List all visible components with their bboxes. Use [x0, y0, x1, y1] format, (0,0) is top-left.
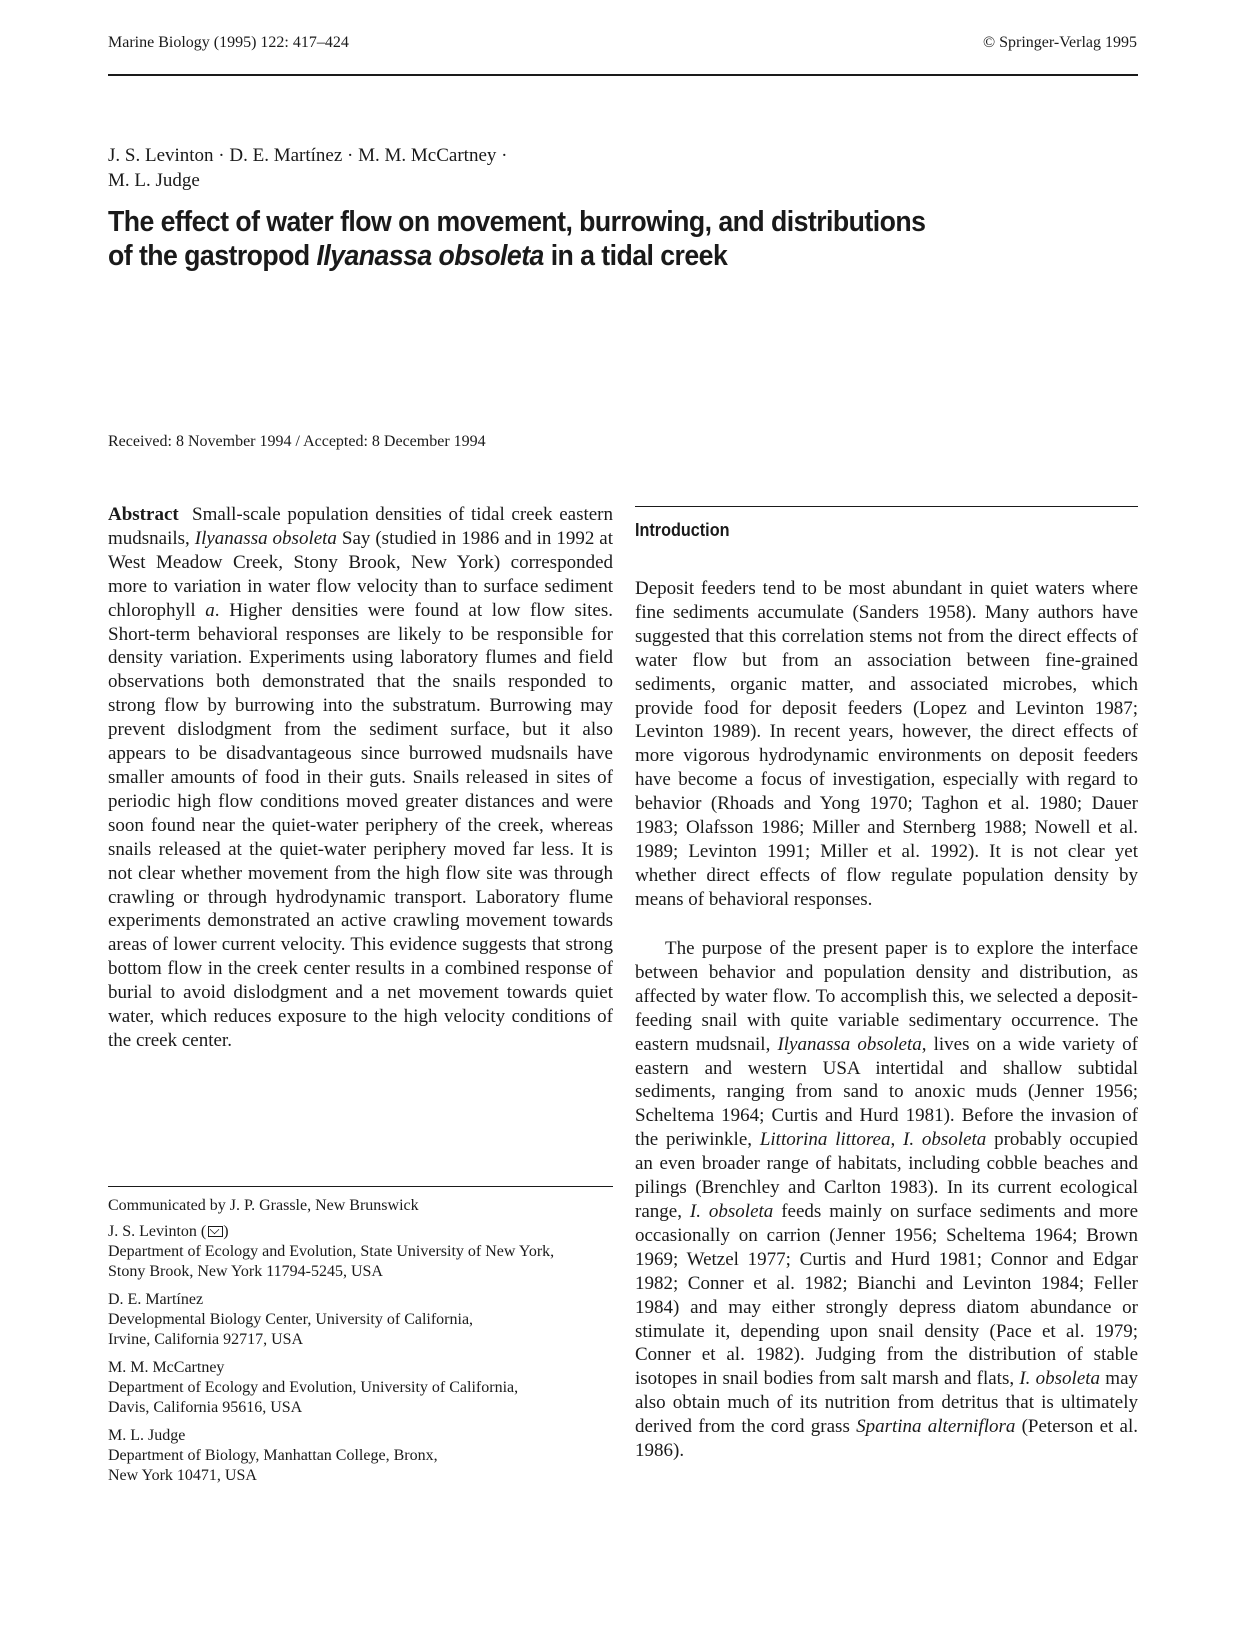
paragraph-text: , lives on a wide variety of eastern and western USA intertidal and shallow subtidal sediments, ranging from sand to anoxic muds (Jenner 1956; Scheltema 1964; Curtis and Hurd 1981). Before the invasion of the periwinkle, — [635, 1033, 1138, 1151]
species-name: Ilyanassa obsoleta — [777, 1033, 922, 1055]
affiliation-name: M. M. McCartney — [108, 1359, 225, 1376]
paper-title — [108, 205, 1028, 273]
introduction-paragraph-1: Deposit feeders tend to be most abundant in quiet waters where fine sediments accumulate (Sanders 1958). Many authors have suggested that this correlation stems not from the direct effects of water flow but from an association between fine-grained sediments, organic matter, and associated microbes, which provide food for deposit feeders (Lopez and Levinton 1987; Levinton 1989). In recent years, however, the direct effects of more vigorous hydrodynamic environments on deposit feeders have become a focus of investigation, especially with regard to behavior (Rhoads and Yong 1970; Taghon et al. 1980; Dauer 1983; Olafsson 1986; Miller and Sternberg 1988; Nowell et al. 1989; Levinton 1991; Miller et al. 1992). It is not clear yet whether direct effects of flow regulate population density by means of behavioral responses. — [635, 578, 1138, 910]
affiliation-address: New York 10471, USA — [108, 1467, 257, 1484]
abstract-text: Say (studied in 1986 and in 1992 at West Meadow Creek, Stony Brook, New York) corresponded more to variation in water flow velocity than to surface sediment chlorophyll — [108, 527, 613, 621]
introduction-paragraph-2 — [635, 937, 1138, 1463]
communicated-by: Communicated by J. P. Grassle, New Brunswick — [108, 1197, 419, 1214]
paragraph-text: The purpose of the present paper is to explore the interface between behavior and population density and distribution, as affected by water flow. To accomplish this, we selected a deposit-feeding snail with quite variable sedimentary occurrence. The eastern mudsnail, — [635, 938, 1138, 1055]
affiliation-address: Department of Ecology and Evolution, University of California, — [108, 1379, 519, 1396]
species-name: I. obsoleta — [903, 1129, 987, 1151]
affiliation-name: D. E. Martínez — [108, 1291, 204, 1308]
journal-citation: Marine Biology (1995) 122: 417–424 — [108, 34, 349, 51]
affiliation-address: Stony Brook, New York 11794-5245, USA — [108, 1263, 383, 1280]
affiliation-mccartney — [108, 1358, 628, 1418]
affiliation-address: Department of Ecology and Evolution, State University of New York, — [108, 1243, 555, 1260]
author-line-1: J. S. Levinton · D. E. Martínez · M. M. McCartney · — [108, 145, 508, 166]
author-line-2: M. L. Judge — [108, 170, 200, 191]
abstract-chlorophyll: a — [205, 599, 215, 621]
affiliation-address: Department of Biology, Manhattan College, Bronx, — [108, 1447, 438, 1464]
species-name: Spartina alterniflora — [856, 1416, 1016, 1438]
affiliation-martinez — [108, 1290, 628, 1350]
header-rule — [108, 74, 1138, 76]
affiliation-address: Davis, California 95616, USA — [108, 1399, 303, 1416]
abstract — [108, 503, 613, 1053]
species-name: Littorina littorea — [759, 1129, 891, 1151]
envelope-icon — [208, 1226, 223, 1237]
affiliation-name: M. L. Judge — [108, 1427, 186, 1444]
author-list — [108, 143, 668, 193]
title-species: Ilyanassa obsoleta — [316, 240, 544, 272]
footnote-rule — [108, 1186, 613, 1187]
paragraph-text: (Peterson et al. 1986). — [635, 1416, 1138, 1462]
paragraph-text: may also obtain much of its nutrition from detritus that is ultimately derived from the cord grass — [635, 1368, 1138, 1438]
abstract-text: Small-scale population densities of tidal creek eastern mudsnails, — [108, 504, 613, 549]
abstract-species: Ilyanassa obsoleta — [194, 527, 337, 549]
received-dates: Received: 8 November 1994 / Accepted: 8 December 1994 — [108, 433, 486, 450]
paragraph-text: probably occupied an even broader range of habitats, including cobble beaches and pilings (Brenchley and Carlton 1983). In its current ecological range, — [635, 1129, 1139, 1222]
title-text: in a tidal creek — [543, 240, 728, 272]
paragraph-text: feeds mainly on surface sediments and more occasionally on carrion (Jenner 1956; Scheltema 1964; Brown 1969; Wetzel 1977; Curtis and Hurd 1981; Connor and Edgar 1982; Conner et al. 1982; Bianchi and Levinton 1984; Feller 1984) and may either strongly depress diatom abundance or stimulate it, depending upon snail density (Pace et al. 1979; Conner et al. 1982). Judging from the distribution of stable isotopes in snail bodies from salt marsh and flats, — [635, 1200, 1139, 1390]
title-text: of the gastropod — [108, 240, 317, 272]
title-line-1: The effect of water flow on movement, burrowing, and distributions — [108, 206, 926, 238]
affiliation-address: Developmental Biology Center, University of California, — [108, 1311, 474, 1328]
abstract-label: Abstract — [108, 504, 179, 525]
affiliation-address: Irvine, California 92717, USA — [108, 1331, 304, 1348]
affiliation-judge — [108, 1426, 628, 1486]
affiliation-name: J. S. Levinton — [108, 1223, 197, 1240]
title-line-2 — [108, 239, 1028, 273]
species-name: I. obsoleta — [1019, 1368, 1101, 1390]
affiliation-levinton: J. S. Levinton ( ) Department of Ecology and Evolution, State University of New York, Stony Brook, New York 11794-5245, USA — [108, 1222, 628, 1282]
copyright-notice: © Springer-Verlag 1995 — [982, 34, 1137, 51]
species-name: I. obsoleta — [689, 1200, 774, 1222]
introduction-heading: Introduction — [635, 520, 730, 540]
introduction-rule — [635, 506, 1138, 507]
paragraph-text: , — [890, 1129, 904, 1151]
abstract-text: . Higher densities were found at low flow sites. Short-term behavioral responses are likely to be responsible for density variation. Experiments using laboratory flumes and field observations both demonstrated that the snails responded to strong flow by burrowing into the substratum. Burrowing may prevent dislodgment from the sediment surface, but it also appears to be disadvantageous since burrowed mudsnails have smaller amounts of food in their guts. Snails released in sites of periodic high flow conditions moved greater distances and were soon found near the quiet-water periphery of the creek, whereas snails released at the quiet-water periphery moved far less. It is not clear whether movement from the high flow site was through crawling or through hydrodynamic transport. Laboratory flume experiments demonstrated an active crawling movement towards areas of lower current velocity. This evidence suggests that strong bottom flow in the creek center results in a combined response of burial to avoid dislodgment and a net movement towards quiet water, which reduces exposure to the high velocity conditions of the creek center. — [108, 599, 613, 1051]
